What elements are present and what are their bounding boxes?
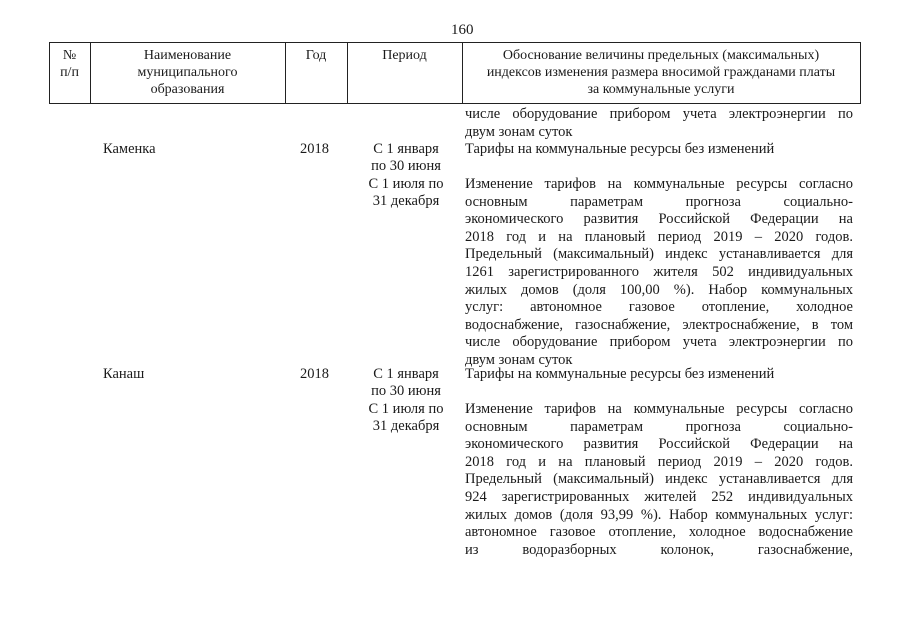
- basis-line: 2018 год и на плановый период 2019 – 2020 годов.: [465, 453, 853, 470]
- basis-line: числе оборудование прибором учета электроэнергии по: [465, 334, 853, 351]
- basis-line: из водоразборных колонок, газоснабжение,: [465, 541, 853, 558]
- basis-line: экономического развития Российской Федерации на: [465, 211, 853, 228]
- row-year: 2018: [300, 366, 329, 382]
- carryover-line: числе оборудование прибором учета электроэнергии по: [465, 106, 853, 122]
- header-col-number: [49, 47, 90, 81]
- header-col-municipality-line: образования: [150, 82, 225, 97]
- basis-line: жилых домов (доля 100,00 %). Набор коммунальных: [465, 281, 853, 298]
- period-line: С 1 января: [373, 141, 439, 157]
- row-tariff-text: Тарифы на коммунальные ресурсы без изменений: [465, 141, 775, 157]
- header-col-number-line: п/п: [60, 65, 79, 80]
- header-col-municipality-line: муниципального: [137, 65, 238, 80]
- row-period-second-half: [353, 176, 459, 210]
- row-basis-paragraph: [465, 176, 853, 370]
- header-bottom-border: [49, 103, 861, 104]
- header-col-number-line: №: [62, 48, 77, 63]
- basis-line: основным параметрам прогноза социально-: [465, 418, 853, 435]
- row-basis-paragraph: [465, 401, 853, 559]
- basis-line: водоснабжение, газоснабжение, электроснабжение, в том: [465, 316, 853, 333]
- row-tariff-text: Тарифы на коммунальные ресурсы без изменений: [465, 366, 775, 382]
- period-line: С 1 января: [373, 366, 439, 382]
- period-line: 31 декабря: [372, 193, 440, 209]
- basis-line: 2018 год и на плановый период 2019 – 2020 годов.: [465, 228, 853, 245]
- header-col-basis-line: индексов изменения размера вносимой гражданами платы: [486, 65, 836, 80]
- row-municipality-name: Канаш: [103, 366, 145, 382]
- basis-line: Изменение тарифов на коммунальные ресурсы согласно: [465, 176, 853, 192]
- header-col-year: Год: [305, 48, 327, 63]
- basis-line: Предельный (максимальный) индекс устанавливается для: [465, 471, 853, 488]
- page-number: 160: [451, 22, 474, 38]
- header-col-period: Период: [382, 48, 427, 63]
- period-line: по 30 июня: [371, 383, 441, 399]
- basis-line: экономического развития Российской Федерации на: [465, 436, 853, 453]
- basis-line: Предельный (максимальный) индекс устанавливается для: [465, 246, 853, 263]
- header-col-basis: [462, 47, 860, 98]
- carryover-text: [465, 106, 853, 141]
- period-line: С 1 июля по: [368, 401, 444, 417]
- basis-line: автономное газовое отопление, холодное водоснабжение: [465, 524, 853, 541]
- row-period-second-half: [353, 401, 459, 435]
- row-period-first-half: [353, 366, 459, 400]
- basis-line: 924 зарегистрированных жителей 252 индивидуальных: [465, 488, 853, 505]
- basis-line: основным параметрам прогноза социально-: [465, 193, 853, 210]
- header-col-municipality: [90, 47, 285, 98]
- basis-line: 1261 зарегистрированного жителя 502 индивидуальных: [465, 263, 853, 280]
- header-top-border: [49, 42, 861, 43]
- period-line: по 30 июня: [371, 158, 441, 174]
- row-municipality-name: Каменка: [103, 141, 156, 157]
- header-col-municipality-line: Наименование: [143, 48, 232, 63]
- basis-line: двум зонам суток: [465, 351, 573, 368]
- period-line: 31 декабря: [372, 418, 440, 434]
- carryover-line: двум зонам суток: [465, 123, 573, 140]
- header-col-basis-line: Обоснование величины предельных (максимальных): [502, 48, 820, 63]
- row-year: 2018: [300, 141, 329, 157]
- header-col-basis-line: за коммунальные услуги: [587, 82, 735, 97]
- basis-line: жилых домов (доля 93,99 %). Набор коммунальных услуг:: [465, 506, 853, 523]
- period-line: С 1 июля по: [368, 176, 444, 192]
- header-divider: [860, 42, 861, 104]
- basis-line: Изменение тарифов на коммунальные ресурсы согласно: [465, 401, 853, 417]
- basis-line: услуг: автономное газовое отопление, холодное: [465, 299, 853, 316]
- row-period-first-half: [353, 141, 459, 175]
